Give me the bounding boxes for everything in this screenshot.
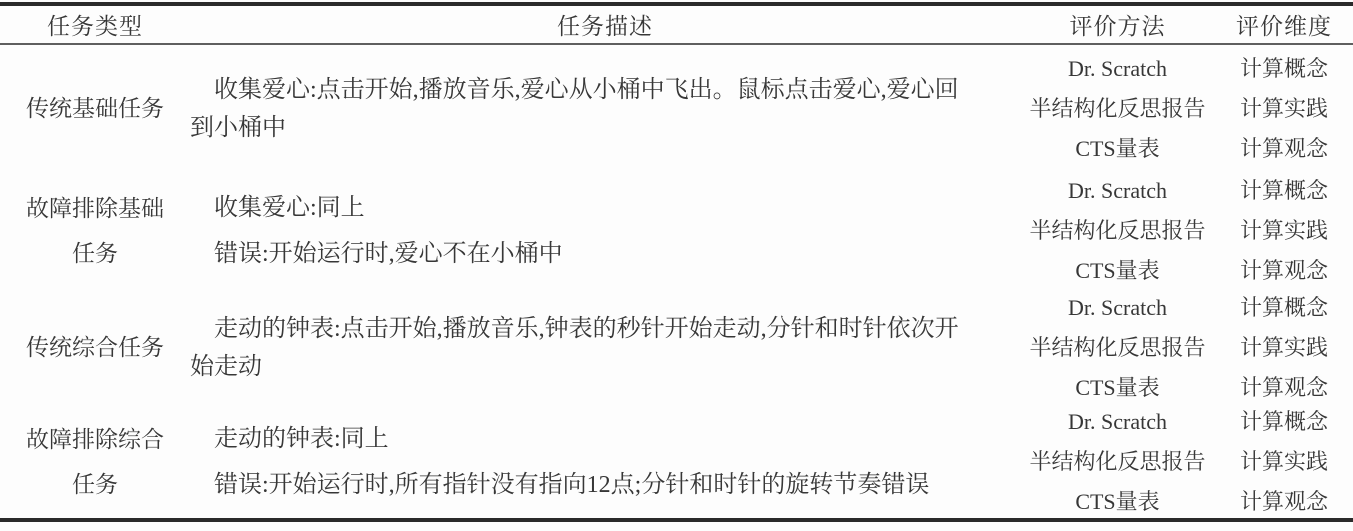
task-description-cell [190,310,1020,386]
evaluation-dimension-item: 计算观念 [1239,257,1328,283]
evaluation-method-cell [1020,49,1215,169]
evaluation-method-item: 半结构化反思报告 [1029,217,1206,243]
evaluation-dimension-item: 计算实践 [1239,449,1328,474]
table-row [0,45,1353,172]
table-header-row [0,6,1353,45]
evaluation-method-item: Dr. Scratch [1068,55,1167,81]
header-evaluation-dimension: 评价维度 [1236,14,1332,39]
task-description-cell [190,71,1020,147]
evaluation-dimension-item: 计算观念 [1239,374,1328,400]
evaluation-method-item: CTS量表 [1075,257,1160,283]
evaluation-dimension-item: 计算实践 [1239,334,1328,360]
task-type-label: 传统综合任务 [26,335,164,360]
task-description-cell [190,420,1020,504]
description-paragraph: 收集爱心:点击开始,播放音乐,爱心从小桶中飞出。鼠标点击爱心,爱心回到小桶中 [190,76,959,141]
description-paragraph: 走动的钟表:点击开始,播放音乐,钟表的秒针开始走动,分针和时针依次开始走动 [190,315,959,380]
header-task-type: 任务类型 [47,14,143,39]
evaluation-dimension-item: 计算概念 [1239,409,1328,434]
task-type-cell [0,186,190,276]
evaluation-dimension-item: 计算概念 [1239,55,1328,81]
evaluation-method-item: Dr. Scratch [1068,177,1167,203]
description-paragraph: 收集爱心:同上 [214,194,365,221]
evaluation-method-cell [1020,402,1215,522]
description-paragraph: 走动的钟表:同上 [214,426,389,452]
task-type-label: 传统基础任务 [26,96,164,121]
evaluation-dimension-item: 计算概念 [1239,177,1328,203]
task-description-cell [190,189,1020,273]
evaluation-dimension-cell [1215,49,1353,169]
task-type-cell [0,325,190,370]
evaluation-dimension-cell [1215,402,1353,522]
header-evaluation-method: 评价方法 [1069,14,1166,39]
evaluation-dimension-item: 计算实践 [1239,217,1328,243]
task-type-label: 故障排除综合任务 [26,427,164,497]
description-paragraph: 错误:开始运行时,所有指针没有指向12点;分针和时针的旋转节奏错误 [214,472,930,498]
evaluation-method-item: CTS量表 [1075,489,1160,514]
description-paragraph: 错误:开始运行时,爱心不在小桶中 [214,240,563,267]
task-type-label: 故障排除基础任务 [26,195,164,266]
evaluation-dimension-item: 计算实践 [1239,95,1328,121]
header-task-description: 任务描述 [557,14,653,39]
evaluation-dimension-item: 计算观念 [1239,135,1328,161]
evaluation-method-item: CTS量表 [1075,135,1160,161]
evaluation-method-item: 半结构化反思报告 [1029,334,1206,360]
table-row [0,406,1353,518]
table-row [0,289,1353,406]
task-type-cell [0,417,190,507]
table-body [0,45,1353,518]
evaluation-method-item: 半结构化反思报告 [1029,95,1206,121]
table-row [0,172,1353,289]
evaluation-method-cell [1020,171,1215,291]
evaluation-method-item: CTS量表 [1075,374,1160,400]
evaluation-dimension-cell [1215,288,1353,408]
evaluation-method-cell [1020,288,1215,408]
evaluation-dimension-cell [1215,171,1353,291]
task-type-cell [0,86,190,131]
evaluation-method-item: Dr. Scratch [1068,294,1167,320]
evaluation-method-item: Dr. Scratch [1068,409,1167,434]
evaluation-dimension-item: 计算观念 [1239,489,1328,514]
evaluation-method-item: 半结构化反思报告 [1029,449,1206,474]
evaluation-dimension-item: 计算概念 [1239,294,1328,320]
